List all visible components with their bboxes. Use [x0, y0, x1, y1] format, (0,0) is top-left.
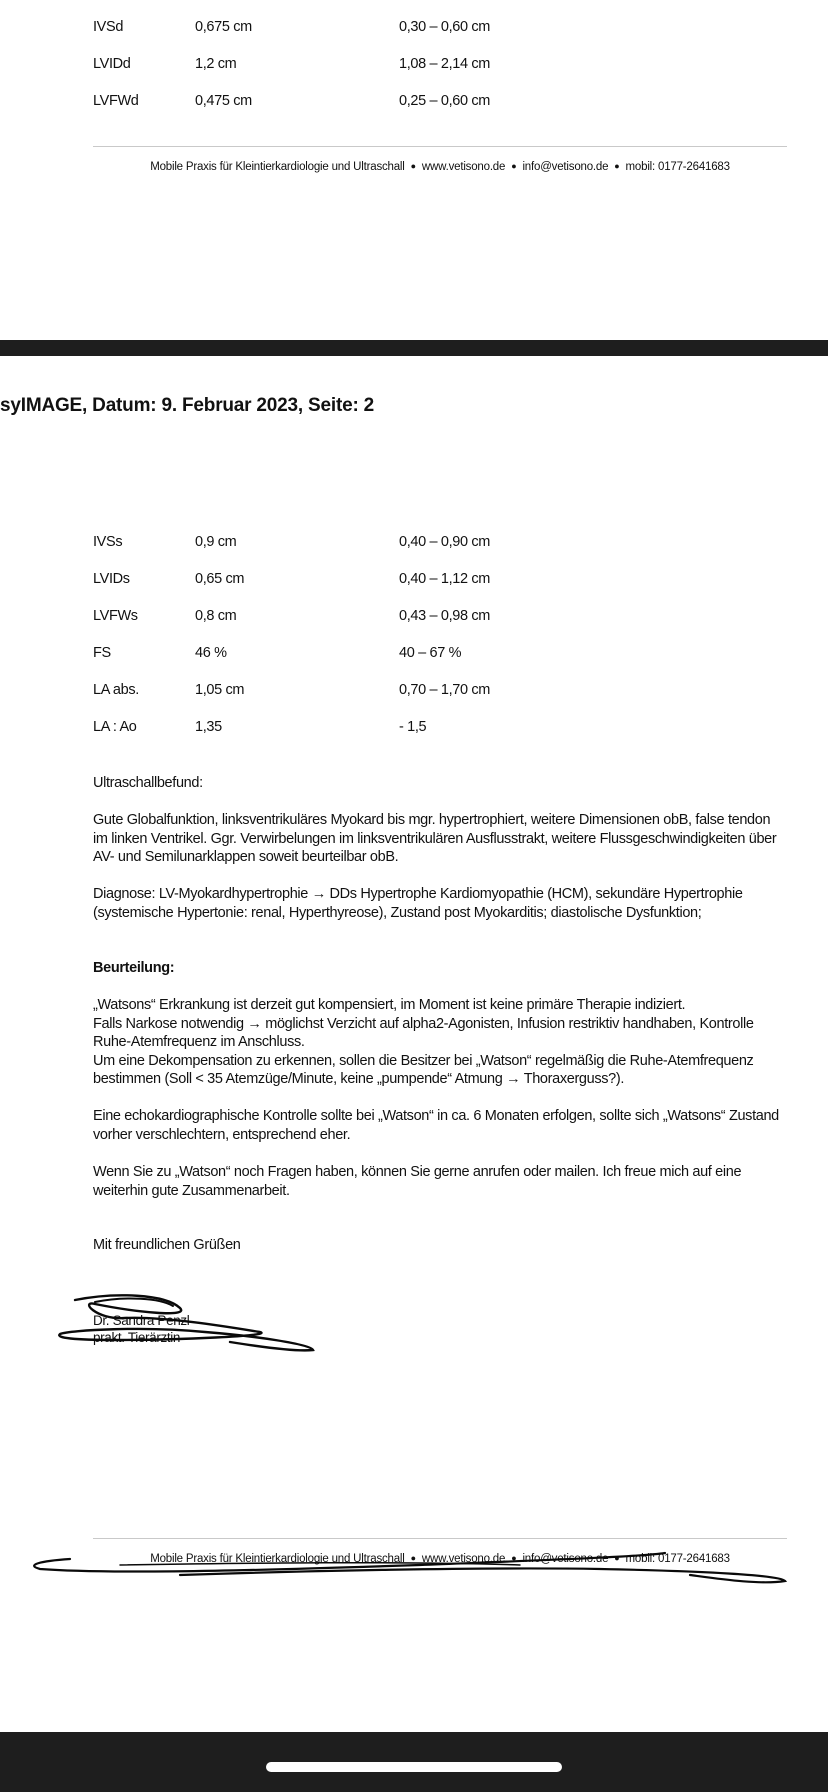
home-indicator[interactable] — [266, 1762, 562, 1772]
reference-range: 0,30 – 0,60 cm — [399, 19, 491, 35]
signature-block — [55, 1290, 335, 1360]
param-label: IVSs — [93, 534, 123, 550]
param-label: LVFWs — [93, 608, 138, 624]
param-value: 1,2 cm — [195, 56, 237, 72]
param-label: IVSd — [93, 19, 124, 35]
assessment-block-1 — [93, 996, 787, 1089]
page-header: syIMAGE, Datum: 9. Februar 2023, Seite: 2 — [0, 395, 375, 416]
reference-range: 1,08 – 2,14 cm — [399, 56, 491, 72]
assessment-line: Falls Narkose notwendig → möglichst Verzicht auf alpha2-Agonisten, Infusion restriktiv handhaben, Kontrolle Ruhe-Atemfrequenz im Anschluss. — [93, 1015, 754, 1050]
diagnosis — [93, 885, 787, 922]
signature-scribble — [55, 1290, 335, 1360]
param-value: 0,475 cm — [195, 93, 252, 109]
table-row — [93, 571, 693, 591]
param-value: 0,675 cm — [195, 19, 252, 35]
footer-practice: Mobile Praxis für Kleintierkardiologie und Ultraschall — [150, 161, 405, 173]
table-row — [93, 93, 693, 113]
assessment-block-2 — [93, 1107, 787, 1144]
reference-range: 0,25 – 0,60 cm — [399, 93, 491, 109]
param-label: LVIDd — [93, 56, 131, 72]
reference-range: 0,40 – 0,90 cm — [399, 534, 491, 550]
footer-email: info@vetisono.de — [522, 161, 609, 173]
param-label: FS — [93, 645, 111, 661]
assessment-line: Um eine Dekompensation zu erkennen, sollen die Besitzer bei „Watson“ regelmäßig die Ruhe-Atemfrequenz bestimmen (Soll < 35 Atemzüge/Minute, keine „pumpende“ Atmung → Thoraxerguss?). — [93, 1052, 754, 1087]
assessment-heading: Beurteilung: — [93, 960, 175, 976]
param-value: 0,8 cm — [195, 608, 237, 624]
signature-name: Dr. Sandra Penzl — [93, 1313, 190, 1328]
table-row — [93, 645, 693, 665]
footer-website: www.vetisono.de — [421, 1553, 506, 1565]
assessment-text: Wenn Sie zu „Watson“ noch Fragen haben, können Sie gerne anrufen oder mailen. Ich freue mich auf eine weiterhin gute Zusammenarbeit. — [93, 1164, 742, 1199]
param-value: 0,9 cm — [195, 534, 237, 550]
footer-phone: mobil: 0177-2641683 — [625, 161, 730, 173]
page-footer: Mobile Praxis für Kleintierkardiologie und Ultraschall ● www.vetisono.de ● info@vetisono.de ● mobil: 0177-2641683 — [150, 1553, 730, 1565]
assessment-line: „Watsons“ Erkrankung ist derzeit gut kompensiert, im Moment ist keine primäre Therapie indiziert. — [93, 997, 686, 1013]
page-footer: Mobile Praxis für Kleintierkardiologie und Ultraschall ● www.vetisono.de ● info@vetisono.de ● mobil: 0177-2641683 — [150, 161, 730, 173]
table-row — [93, 608, 693, 628]
param-value: 1,35 — [195, 719, 222, 735]
param-label: LVIDs — [93, 571, 130, 587]
reference-range: 0,43 – 0,98 cm — [399, 608, 491, 624]
footer-scribble — [0, 1535, 828, 1595]
signature-title: prakt. Tierärztin — [93, 1330, 181, 1345]
reference-range: 0,40 – 1,12 cm — [399, 571, 491, 587]
param-value: 0,65 cm — [195, 571, 245, 587]
table-row — [93, 534, 693, 554]
table-row — [93, 19, 693, 39]
ultrasound-findings — [93, 811, 787, 867]
footer-practice: Mobile Praxis für Kleintierkardiologie und Ultraschall — [150, 1553, 405, 1565]
param-label: LA : Ao — [93, 719, 137, 735]
footer-email: info@vetisono.de — [522, 1553, 609, 1565]
footer-phone: mobil: 0177-2641683 — [625, 1553, 730, 1565]
table-row — [93, 682, 693, 702]
param-value: 46 % — [195, 645, 227, 661]
footer-website: www.vetisono.de — [421, 161, 506, 173]
ultrasound-text: Gute Globalfunktion, linksventrikuläres Myokard bis mgr. hypertrophiert, weitere Dimensionen obB, false tendon im linken Ventrikel. Ggr. Verwirbelungen im linksventrikulären Ausflusstrakt, weitere Flussgeschwindigkeiten über AV- und Semilunarklappen soweit beurteilbar obB. — [93, 812, 777, 865]
param-label: LA abs. — [93, 682, 139, 698]
table-row — [93, 719, 693, 739]
diagnosis-text: Diagnose: LV-Myokardhypertrophie → DDs Hypertrophe Kardiomyopathie (HCM), sekundäre Hypertrophie (systemische Hypertonie: renal, Hyperthyreose), Zustand post Myokarditis; diastolische Dysfunktion; — [93, 886, 743, 921]
table-row — [93, 56, 693, 76]
page-separator — [0, 340, 828, 356]
assessment-block-3 — [93, 1163, 787, 1200]
reference-range: 0,70 – 1,70 cm — [399, 682, 491, 698]
assessment-text: Eine echokardiographische Kontrolle sollte bei „Watson“ in ca. 6 Monaten erfolgen, sollte sich „Watsons“ Zustand vorher verschlechtern, entsprechend eher. — [93, 1108, 779, 1143]
reference-range: 40 – 67 % — [399, 645, 462, 661]
param-label: LVFWd — [93, 93, 139, 109]
reference-range: - 1,5 — [399, 719, 427, 735]
footer-divider — [93, 146, 787, 147]
closing-greeting: Mit freundlichen Grüßen — [93, 1237, 241, 1253]
param-value: 1,05 cm — [195, 682, 245, 698]
ultrasound-heading: Ultraschallbefund: — [93, 775, 203, 791]
